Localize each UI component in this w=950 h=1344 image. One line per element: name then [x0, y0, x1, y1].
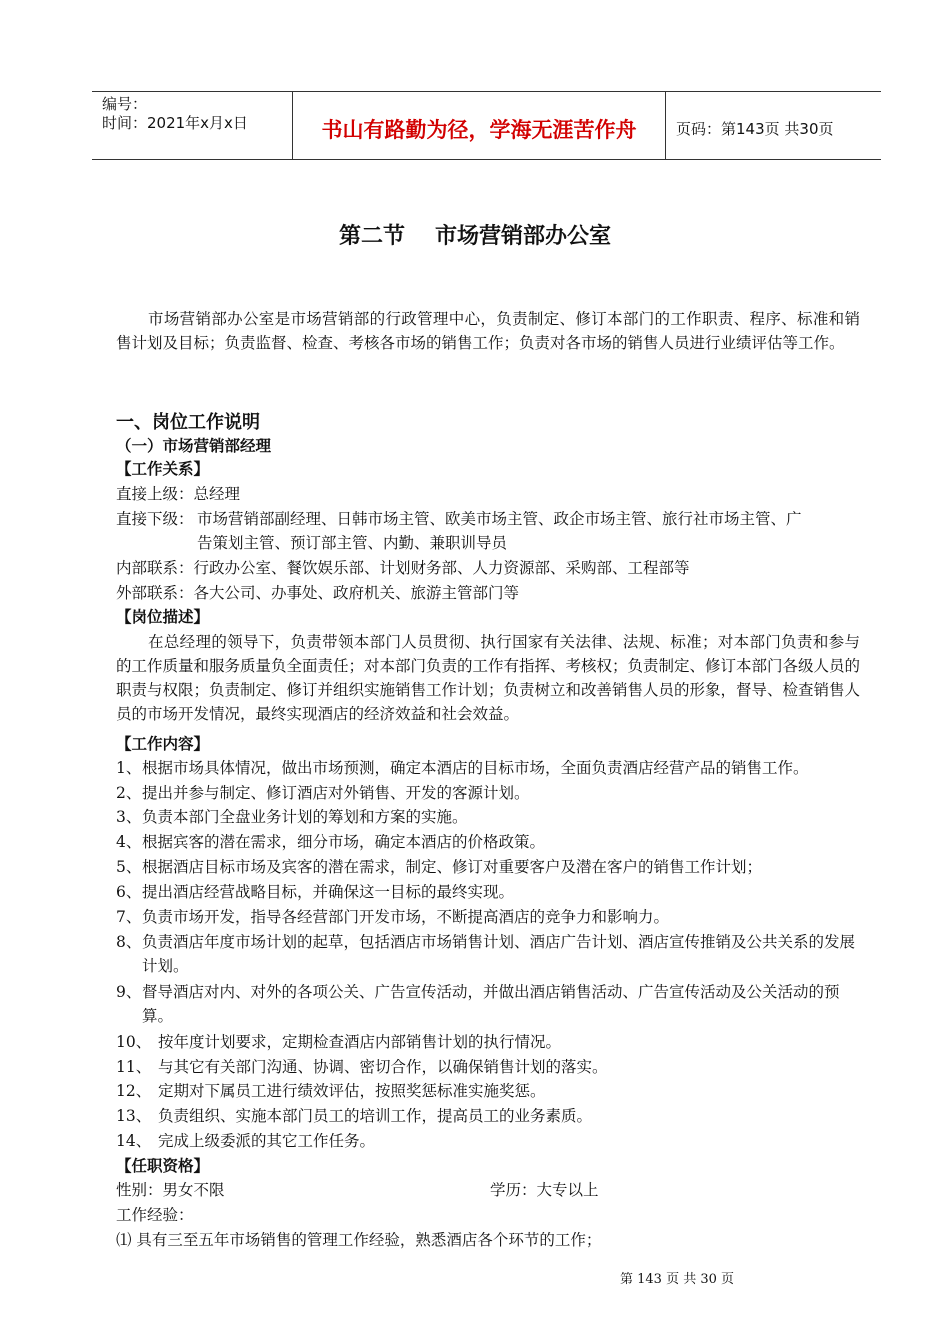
list-item-text: 根据宾客的潜在需求，细分市场，确定本酒店的价格政策。: [142, 833, 546, 851]
list-item-number: 2、: [116, 784, 142, 802]
list-item: [116, 805, 860, 829]
list-item-text: 根据市场具体情况，做出市场预测，确定本酒店的目标市场，全面负责酒店经营产品的销售工作。: [142, 759, 809, 777]
direct-sub-line1: 市场营销部副经理、日韩市场主管、欧美市场主管、政企市场主管、旅行社市场主管、广: [197, 510, 802, 528]
list-item-number: 11、: [116, 1058, 152, 1076]
doc-number: 编号：: [102, 95, 148, 113]
list-item: [116, 1104, 860, 1128]
list-item-text: 负责市场开发，指导各经营部门开发市场，不断提高酒店的竞争力和影响力。: [142, 908, 670, 926]
list-item: [116, 756, 860, 780]
list-item-text: 提出并参与制定、修订酒店对外销售、开发的客源计划。: [142, 784, 530, 802]
list-item-number: 8、: [116, 933, 142, 951]
list-item-text: 按年度计划要求，定期检查酒店内部销售计划的执行情况。: [158, 1033, 562, 1051]
subsection-heading: （一）市场营销部经理: [116, 437, 272, 455]
list-item-text: 与其它有关部门沟通、协调、密切合作，以确保销售计划的落实。: [158, 1058, 608, 1076]
list-item-number: 4、: [116, 833, 142, 851]
section-heading: 一、岗位工作说明: [116, 412, 260, 433]
education-requirement: 学历：大专以上: [490, 1181, 599, 1199]
list-item: [116, 930, 860, 978]
internal-contacts: 内部联系：行政办公室、餐饮娱乐部、计划财务部、人力资源部、采购部、工程部等: [116, 559, 690, 577]
header-info-cell: [92, 92, 293, 159]
list-item: [116, 781, 860, 805]
page-title: [0, 219, 950, 250]
list-item-number: 12、: [116, 1082, 152, 1100]
list-item: [116, 1079, 860, 1103]
list-item: [116, 830, 860, 854]
relations-heading: 【工作关系】: [116, 460, 210, 478]
list-item-text: 督导酒店对内、对外的各项公关、广告宣传活动，并做出酒店销售活动、广告宣传活动及公关活动的预算。: [142, 983, 840, 1025]
intro-paragraph: 市场营销部办公室是市场营销部的行政管理中心，负责制定、修订本部门的工作职责、程序、标准和销售计划及目标；负责监督、检查、考核各市场的销售工作；负责对各市场的销售人员进行业绩评估等工作。: [116, 310, 860, 352]
list-item-number: 6、: [116, 883, 142, 901]
list-item-text: 根据酒店目标市场及宾客的潜在需求，制定、修订对重要客户及潜在客户的销售工作计划；: [142, 858, 763, 876]
direct-sub-line2: 告策划主管、预订部主管、内勤、兼职训导员: [197, 534, 508, 552]
list-item-number: 10、: [116, 1033, 152, 1051]
external-contacts: 外部联系：各大公司、办事处、政府机关、旅游主管部门等: [116, 584, 520, 602]
list-item-number: 13、: [116, 1107, 152, 1125]
list-item-text: 负责组织、实施本部门员工的培训工作，提高员工的业务素质。: [158, 1107, 593, 1125]
list-item-text: 负责本部门全盘业务计划的筹划和方案的实施。: [142, 808, 468, 826]
list-item-text: 定期对下属员工进行绩效评估，按照奖惩标准实施奖惩。: [158, 1082, 546, 1100]
gender-requirement: 性别：男女不限: [116, 1181, 225, 1199]
motto: 书山有路勤为径，学海无涯苦作舟: [321, 118, 637, 142]
list-item: [116, 1129, 860, 1153]
list-item-number: 1、: [116, 759, 142, 777]
list-item-number: 5、: [116, 858, 142, 876]
direct-sub-label: 直接下级：: [116, 510, 194, 528]
header-motto-cell: [293, 92, 666, 159]
list-item-text: 完成上级委派的其它工作任务。: [158, 1132, 376, 1150]
description-heading: 【岗位描述】: [116, 608, 210, 626]
content-heading: 【工作内容】: [116, 735, 210, 753]
list-item-number: 9、: [116, 983, 142, 1001]
direct-superior: 直接上级：总经理: [116, 485, 241, 503]
doc-time: 时间：2021年x月x日: [102, 114, 248, 132]
header-page-cell: [666, 92, 880, 159]
qualifications-heading: 【任职资格】: [116, 1157, 210, 1175]
description-paragraph: 在总经理的领导下，负责带领本部门人员贯彻、执行国家有关法律、法规、标准；对本部门负责和参与的工作质量和服务质量负全面责任；对本部门负责的工作有指挥、考核权；负责制定、修订本部门各级人员的职责与权限；负责制定、修订并组织实施销售工作计划；负责树立和改善销售人员的形象，督导、检查销售人员的市场开发情况，最终实现酒店的经济效益和社会效益。: [116, 633, 861, 723]
list-item: [116, 1030, 860, 1054]
experience-item: ⑴ 具有三至五年市场销售的管理工作经验，熟悉酒店各个环节的工作；: [116, 1231, 602, 1249]
list-item-text: 负责酒店年度市场计划的起草，包括酒店市场销售计划、酒店广告计划、酒店宣传推销及公共关系的发展计划。: [142, 933, 856, 975]
list-item: [116, 1055, 860, 1079]
list-item: [116, 980, 860, 1028]
list-item-number: 3、: [116, 808, 142, 826]
list-item-text: 提出酒店经营战略目标，并确保这一目标的最终实现。: [142, 883, 515, 901]
page-footer: 第 143 页 共 30 页: [620, 1272, 735, 1287]
page-indicator: 页码：第143页 共30页: [676, 120, 834, 138]
title-name: 市场营销部办公室: [435, 224, 612, 249]
list-item: [116, 855, 860, 879]
title-section: 第二节: [338, 224, 405, 249]
page-header: [92, 91, 881, 160]
list-item-number: 14、: [116, 1132, 152, 1150]
list-item-number: 7、: [116, 908, 142, 926]
experience-label: 工作经验：: [116, 1206, 194, 1224]
list-item: [116, 880, 860, 904]
list-item: [116, 905, 860, 929]
